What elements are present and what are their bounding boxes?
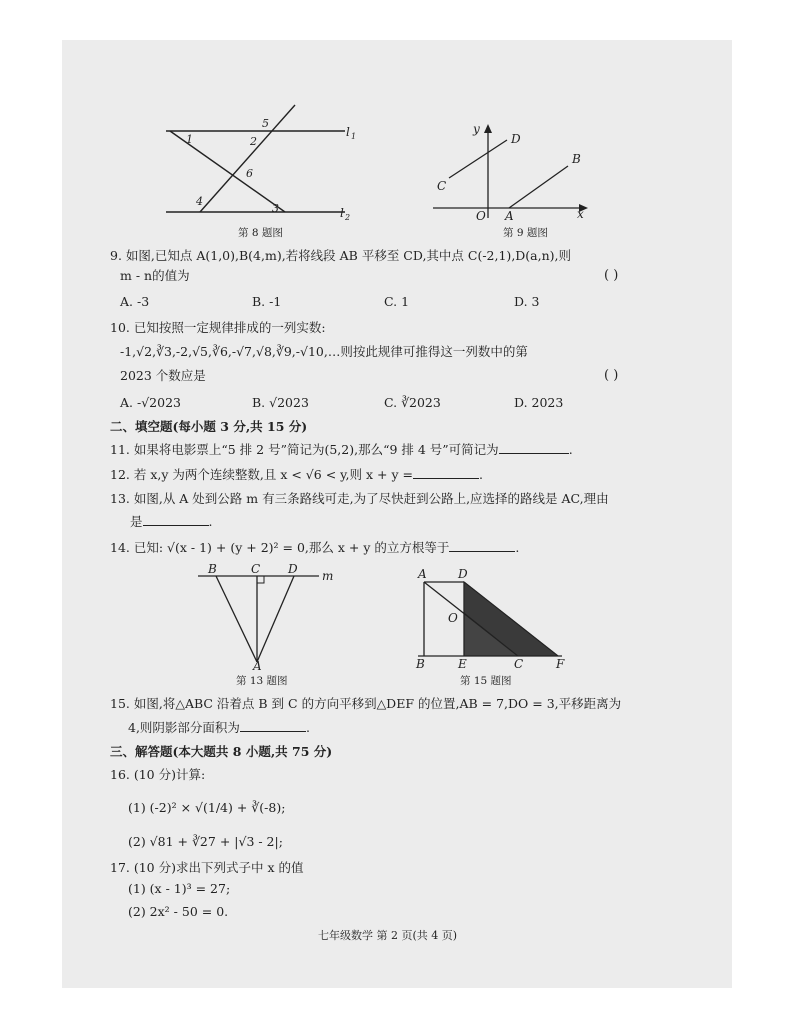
q17-part1: (1) (x - 1)³ = 27; [128,881,231,896]
angle-2-label: 2 [250,135,257,148]
figure-15-caption: 第 15 题图 [460,675,512,687]
label-origin: O [476,209,486,223]
q9-option-c: C. 1 [384,294,410,309]
label-d: D [458,567,468,581]
figure-8 [160,100,360,220]
route-ad [257,576,294,662]
label-a: A [253,659,262,670]
q17-part2: (2) 2x² - 50 = 0. [128,904,229,919]
label-f: F [556,657,565,671]
label-l1: l [346,125,350,139]
q9-option-b: B. -1 [252,294,282,309]
q13-line1: 13. 如图,从 A 处到公路 m 有三条路线可走,为了尽快赶到公路上,应选择的路线是 AC,理由 [110,491,609,506]
label-c: C [251,562,261,576]
q10-answer-paren: ( ) [604,368,619,383]
q10-line2: -1,√2,∛3,-2,√5,∛6,-√7,√8,∛9,-√10,…则按此规律可推得这一列数中的第 [120,344,528,359]
transversal-2 [200,105,295,212]
label-y: y [473,122,480,136]
label-l2: l [340,206,344,220]
q12-text: 12. 若 x,y 为两个连续整数,且 x < √6 < y,则 x + y = [110,467,413,482]
segment-ab [509,166,568,208]
figure-13 [194,562,354,670]
q9-option-a: A. -3 [120,294,150,309]
figure-9 [425,118,595,224]
q10-line1: 10. 已知按照一定规律排成的一列实数: [110,320,326,335]
figure-13-caption: 第 13 题图 [236,675,288,687]
page-footer: 七年级数学 第 2 页(共 4 页) [318,929,458,942]
label-b: B [572,152,581,166]
angle-5-label: 5 [262,117,269,130]
q9-line2: m - n的值为 [120,268,190,283]
label-d: D [511,132,521,146]
q10-option-b: B. √2023 [252,395,309,410]
label-d: D [288,562,298,576]
label-m: m [322,569,334,583]
q10-line3: 2023 个数应是 [120,368,206,383]
q16-part2: (2) √81 + ∛27 + |√3 - 2|; [128,834,283,849]
section-2-heading: 二、填空题(每小题 3 分,共 15 分) [110,419,308,434]
q16-part1: (1) (-2)² × √(1/4) + ∛(-8); [128,800,286,815]
q10-option-d: D. 2023 [514,395,564,410]
q17-title: 17. (10 分)求出下列式子中 x 的值 [110,860,304,875]
q14-answer-blank[interactable] [449,551,515,552]
route-ab [216,576,257,662]
label-a: A [505,209,514,223]
figure-9-caption: 第 9 题图 [503,227,548,239]
q15-line1: 15. 如图,将△ABC 沿着点 B 到 C 的方向平移到△DEF 的位置,AB = 7,DO = 3,平移距离为 [110,696,622,711]
q9-answer-paren: ( ) [604,268,619,283]
label-c: C [437,179,447,193]
q12: 12. 若 x,y 为两个连续整数,且 x < √6 < y,则 x + y = . [110,467,483,482]
label-b: B [208,562,217,576]
q11-answer-blank[interactable] [499,453,569,454]
angle-1-label: 1 [186,133,193,146]
q14: 14. 已知: √(x - 1) + (y + 2)² = 0,那么 x + y 的立方根等于 . [110,540,520,555]
figure-8-caption: 第 8 题图 [238,227,283,239]
label-o: O [448,611,458,625]
q9-option-d: D. 3 [514,294,540,309]
label-l1-sub: 1 [351,132,357,141]
section-3-heading: 三、解答题(本大题共 8 小题,共 75 分) [110,744,333,759]
label-e: E [458,657,467,671]
q10-option-c: C. ∛2023 [384,395,441,410]
angle-6-label: 6 [246,167,253,180]
q15-answer-blank[interactable] [240,731,306,732]
q16-title: 16. (10 分)计算: [110,767,206,782]
label-b: B [416,657,425,671]
q15-line2: 4,则阴影部分面积为 . [128,720,310,735]
q14-text: 14. 已知: √(x - 1) + (y + 2)² = 0,那么 x + y 的立方根等于 [110,540,450,555]
q10-option-a: A. -√2023 [120,395,181,410]
label-l2-sub: 2 [345,213,351,220]
q12-answer-blank[interactable] [413,478,479,479]
q13-answer-blank[interactable] [143,525,209,526]
q11-text: 11. 如果将电影票上“5 排 2 号”简记为(5,2),那么“9 排 4 号”可简记为 [110,442,499,457]
label-a: A [418,567,427,581]
label-c: C [514,657,524,671]
q13-line2: 是 . [130,514,213,529]
q11: 11. 如果将电影票上“5 排 2 号”简记为(5,2),那么“9 排 4 号”可简记为 . [110,442,573,457]
segment-cd [449,140,507,178]
figure-15 [410,562,580,672]
q9-line1: 9. 如图,已知点 A(1,0),B(4,m),若将线段 AB 平移至 CD,其中点 C(-2,1),D(a,n),则 [110,248,572,263]
angle-3-label: 3 [272,202,279,215]
angle-4-label: 4 [196,195,203,208]
label-x: x [577,207,584,221]
